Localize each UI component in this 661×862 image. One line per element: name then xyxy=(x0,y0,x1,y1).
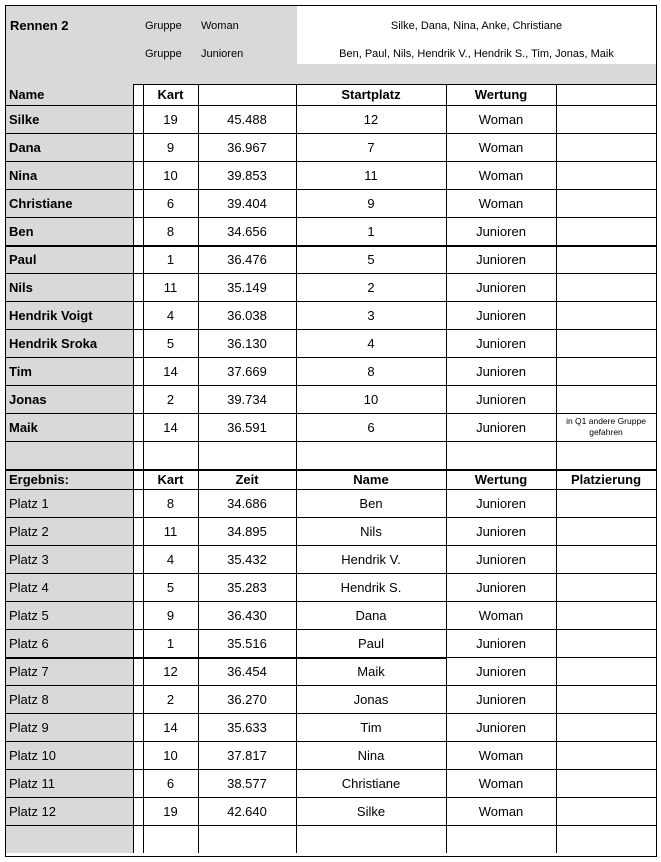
start-position: 7 xyxy=(367,139,375,155)
group-rating: Junioren xyxy=(476,719,526,735)
driver-row xyxy=(6,273,656,301)
placement-cell xyxy=(556,601,656,629)
lap-time: 36.430 xyxy=(227,607,267,623)
kart-number: 6 xyxy=(166,195,175,211)
placement-cell xyxy=(556,685,656,713)
driver-name: Paul xyxy=(6,245,133,273)
result-row xyxy=(6,573,656,601)
spacer-cell xyxy=(133,105,143,133)
empty-cell xyxy=(6,441,133,469)
spacer-cell xyxy=(133,545,143,573)
note-cell xyxy=(556,329,656,357)
kart-number: 8 xyxy=(166,223,175,239)
row-divider xyxy=(6,769,656,770)
placement-cell xyxy=(556,797,656,825)
result-row xyxy=(6,489,656,517)
header-cell-kart: Kart xyxy=(157,87,184,102)
race-sheet xyxy=(5,5,657,857)
lap-time: 34.895 xyxy=(227,523,267,539)
results-header-kart: Kart xyxy=(157,471,184,487)
placement-cell xyxy=(556,545,656,573)
spacer-cell xyxy=(133,329,143,357)
driver-name: Hendrik V. xyxy=(341,551,401,567)
row-divider xyxy=(6,573,656,574)
race-header xyxy=(6,6,656,85)
start-position: 1 xyxy=(367,223,375,239)
empty-cell xyxy=(556,441,656,469)
lap-time: 36.476 xyxy=(227,251,267,267)
row-divider xyxy=(6,245,656,247)
spacer-cell xyxy=(133,161,143,189)
row-divider xyxy=(6,489,656,490)
driver-name: Ben xyxy=(359,495,383,511)
spacer-cell xyxy=(133,573,143,601)
group-rating: Junioren xyxy=(476,691,526,707)
row-divider xyxy=(6,413,656,414)
group-rating: Junioren xyxy=(476,635,526,651)
row-divider xyxy=(6,601,656,602)
spacer-cell xyxy=(133,741,143,769)
place-label: Platz 9 xyxy=(6,713,133,741)
driver-name: Maik xyxy=(357,663,385,679)
note-cell xyxy=(556,133,656,161)
kart-number: 4 xyxy=(166,551,175,567)
driver-name: Paul xyxy=(357,635,385,651)
kart-number: 10 xyxy=(163,747,178,763)
empty-cell xyxy=(198,825,296,853)
results-header-wert: Wertung xyxy=(474,471,528,487)
group-members-woman: Silke, Dana, Nina, Anke, Christiane xyxy=(390,20,563,32)
lap-time: 39.734 xyxy=(227,391,267,407)
placement-cell xyxy=(556,769,656,797)
placement-cell xyxy=(556,657,656,685)
result-row xyxy=(6,797,656,825)
spacer-cell xyxy=(133,217,143,245)
start-position: 2 xyxy=(367,279,375,295)
lap-time: 45.488 xyxy=(227,111,267,127)
kart-number: 6 xyxy=(166,775,175,791)
header-cell-wert: Wertung xyxy=(474,87,528,102)
row-divider xyxy=(6,797,656,798)
empty-cell xyxy=(133,825,143,853)
row-divider xyxy=(6,105,656,106)
driver-name: Maik xyxy=(6,413,133,441)
spacer-cell xyxy=(133,301,143,329)
row-divider xyxy=(6,825,656,826)
group-rating: Junioren xyxy=(476,523,526,539)
column-divider xyxy=(143,84,144,853)
results-header-last: Platzierung xyxy=(570,471,642,487)
driver-name: Christiane xyxy=(341,775,401,791)
lap-time: 37.817 xyxy=(227,747,267,763)
kart-number: 1 xyxy=(166,251,175,267)
spacer-cell xyxy=(133,133,143,161)
place-label: Platz 1 xyxy=(6,489,133,517)
column-divider xyxy=(296,84,297,853)
header-shaded-strip xyxy=(297,64,656,84)
start-position: 9 xyxy=(367,195,375,211)
driver-row xyxy=(6,189,656,217)
driver-name: Tim xyxy=(360,719,382,735)
header-cell-gap xyxy=(133,84,143,105)
group-rating: Woman xyxy=(478,195,524,211)
driver-name: Tim xyxy=(6,357,133,385)
kart-number: 9 xyxy=(166,607,175,623)
kart-number: 19 xyxy=(163,111,178,127)
place-label: Platz 7 xyxy=(6,657,133,685)
start-position: 3 xyxy=(367,307,375,323)
lap-time: 35.432 xyxy=(227,551,267,567)
result-row xyxy=(6,769,656,797)
driver-name: Silke xyxy=(6,105,133,133)
empty-cell xyxy=(296,441,446,469)
group-rating: Woman xyxy=(478,607,524,623)
empty-cell xyxy=(446,825,556,853)
column-divider xyxy=(133,84,134,853)
row-divider xyxy=(6,517,656,518)
result-row xyxy=(6,629,656,657)
driver-name: Hendrik Sroka xyxy=(6,329,133,357)
lap-time: 35.516 xyxy=(227,635,267,651)
lap-time: 36.038 xyxy=(227,307,267,323)
results-header-zeit: Zeit xyxy=(235,471,259,487)
lap-time: 35.149 xyxy=(227,279,267,295)
result-row xyxy=(6,657,656,685)
group-rating: Junioren xyxy=(476,223,526,239)
note-cell xyxy=(556,105,656,133)
row-divider xyxy=(6,385,656,386)
driver-name: Dana xyxy=(355,607,387,623)
driver-name: Ben xyxy=(6,217,133,245)
group-rating: Woman xyxy=(478,747,524,763)
empty-cell xyxy=(133,441,143,469)
empty-cell xyxy=(198,441,296,469)
driver-name: Silke xyxy=(356,803,386,819)
place-label: Platz 3 xyxy=(6,545,133,573)
group-label-junioren: Gruppe xyxy=(145,48,182,60)
result-row xyxy=(6,545,656,573)
spacer-cell xyxy=(133,797,143,825)
driver-row xyxy=(6,413,656,441)
group-label-woman: Gruppe xyxy=(145,20,182,32)
group-name-woman: Woman xyxy=(201,20,239,32)
place-label: Platz 10 xyxy=(6,741,133,769)
kart-number: 5 xyxy=(166,335,175,351)
row-divider xyxy=(6,657,446,659)
driver-name: Hendrik S. xyxy=(340,579,402,595)
group-rating: Woman xyxy=(478,111,524,127)
row-divider xyxy=(446,657,656,658)
group-rating: Junioren xyxy=(476,551,526,567)
result-row xyxy=(6,713,656,741)
kart-number: 14 xyxy=(163,363,178,379)
group-rating: Junioren xyxy=(476,579,526,595)
driver-row xyxy=(6,161,656,189)
start-position: 4 xyxy=(367,335,375,351)
column-divider xyxy=(446,84,447,853)
start-position: 12 xyxy=(363,111,379,127)
result-row xyxy=(6,685,656,713)
driver-name: Nina xyxy=(357,747,385,763)
driver-row xyxy=(6,105,656,133)
results-empty-row xyxy=(6,825,656,853)
lap-time: 35.283 xyxy=(227,579,267,595)
driver-name: Nina xyxy=(6,161,133,189)
row-divider xyxy=(6,357,656,358)
lap-time: 37.669 xyxy=(227,363,267,379)
column-divider xyxy=(556,84,557,853)
place-label: Platz 12 xyxy=(6,797,133,825)
placement-cell xyxy=(556,741,656,769)
driver-row xyxy=(6,385,656,413)
driver-name: Hendrik Voigt xyxy=(6,301,133,329)
lap-time: 39.853 xyxy=(227,167,267,183)
header-cell-zeit xyxy=(198,84,296,105)
spacer-cell xyxy=(133,357,143,385)
spacer-cell xyxy=(133,245,143,273)
kart-number: 11 xyxy=(163,279,178,295)
group-rating: Junioren xyxy=(476,495,526,511)
spacer-cell xyxy=(133,413,143,441)
drivers-header-row xyxy=(6,84,656,105)
kart-number: 19 xyxy=(163,803,178,819)
kart-number: 14 xyxy=(163,419,178,435)
place-label: Platz 6 xyxy=(6,629,133,657)
row-divider xyxy=(6,713,656,714)
lap-time: 36.130 xyxy=(227,335,267,351)
row-divider xyxy=(6,301,656,302)
lap-time: 34.656 xyxy=(227,223,267,239)
group-rating: Woman xyxy=(478,775,524,791)
result-row xyxy=(6,517,656,545)
spacer-cell xyxy=(133,385,143,413)
row-divider xyxy=(6,329,656,330)
group-members-junioren: Ben, Paul, Nils, Hendrik V., Hendrik S., Tim, Jonas, Maik xyxy=(339,48,614,60)
empty-cell xyxy=(6,825,133,853)
empty-cell xyxy=(296,825,446,853)
driver-row xyxy=(6,217,656,245)
row-divider xyxy=(6,469,656,471)
lap-time: 36.454 xyxy=(227,663,267,679)
row-divider xyxy=(6,189,656,190)
place-label: Platz 8 xyxy=(6,685,133,713)
note-cell xyxy=(556,301,656,329)
note-cell xyxy=(556,217,656,245)
driver-name: Christiane xyxy=(6,189,133,217)
lap-time: 35.633 xyxy=(227,719,267,735)
spacer-cell xyxy=(133,489,143,517)
kart-number: 11 xyxy=(163,523,178,539)
empty-cell xyxy=(556,825,656,853)
row-divider xyxy=(6,133,656,134)
group-name-junioren: Junioren xyxy=(201,48,244,60)
note-cell xyxy=(556,161,656,189)
driver-name: Dana xyxy=(6,133,133,161)
row-divider xyxy=(6,685,656,686)
spacer-cell xyxy=(133,189,143,217)
race-title: Rennen 2 xyxy=(10,18,69,33)
group-rating: Junioren xyxy=(476,391,526,407)
place-label: Platz 5 xyxy=(6,601,133,629)
drivers-empty-row xyxy=(6,441,656,469)
group-rating: Junioren xyxy=(476,419,526,435)
empty-cell xyxy=(446,441,556,469)
driver-name: Nils xyxy=(360,523,382,539)
lap-time: 38.577 xyxy=(227,775,267,791)
kart-number: 12 xyxy=(163,663,178,679)
spacer-cell xyxy=(133,517,143,545)
start-position: 11 xyxy=(364,167,378,183)
lap-time: 42.640 xyxy=(227,803,267,819)
lap-time: 36.591 xyxy=(227,419,267,435)
results-header-name: Ergebnis: xyxy=(6,469,133,489)
empty-cell xyxy=(143,825,198,853)
lap-time: 36.967 xyxy=(227,139,267,155)
spacer-cell xyxy=(133,685,143,713)
driver-name: Nils xyxy=(6,273,133,301)
driver-row xyxy=(6,133,656,161)
empty-cell xyxy=(143,441,198,469)
driver-row xyxy=(6,245,656,273)
kart-number: 5 xyxy=(166,579,175,595)
placement-cell xyxy=(556,629,656,657)
kart-number: 1 xyxy=(166,635,175,651)
place-label: Platz 2 xyxy=(6,517,133,545)
group-rating: Junioren xyxy=(476,251,526,267)
group-rating: Woman xyxy=(478,803,524,819)
header-cell-name: Name xyxy=(6,84,133,105)
group-rating: Junioren xyxy=(476,363,526,379)
results-header-mid: Name xyxy=(353,471,389,487)
kart-number: 9 xyxy=(166,139,175,155)
row-divider xyxy=(6,545,656,546)
placement-cell xyxy=(556,573,656,601)
place-label: Platz 4 xyxy=(6,573,133,601)
kart-number: 8 xyxy=(166,495,175,511)
spacer-cell xyxy=(133,769,143,797)
note-cell xyxy=(556,385,656,413)
group-rating: Woman xyxy=(478,139,524,155)
row-divider xyxy=(6,161,656,162)
driver-row xyxy=(6,329,656,357)
placement-cell xyxy=(556,489,656,517)
kart-number: 14 xyxy=(163,719,178,735)
spacer-cell xyxy=(133,713,143,741)
driver-name: Jonas xyxy=(353,691,389,707)
note-cell: in Q1 andere Gruppe gefahren xyxy=(566,416,646,437)
results-header-gap xyxy=(133,469,143,489)
note-cell xyxy=(556,189,656,217)
driver-row xyxy=(6,357,656,385)
result-row xyxy=(6,601,656,629)
placement-cell xyxy=(556,517,656,545)
spacer-cell xyxy=(133,657,143,685)
group-rating: Junioren xyxy=(476,663,526,679)
group-rating: Junioren xyxy=(476,335,526,351)
driver-name: Jonas xyxy=(6,385,133,413)
row-divider xyxy=(6,441,656,442)
header-cell-mid: Startplatz xyxy=(341,87,401,102)
row-divider xyxy=(6,741,656,742)
column-divider xyxy=(198,84,199,853)
group-rating: Junioren xyxy=(476,279,526,295)
group-rating: Woman xyxy=(478,167,524,183)
header-cell-last xyxy=(556,84,656,105)
note-cell xyxy=(556,357,656,385)
row-divider xyxy=(6,273,656,274)
lap-time: 39.404 xyxy=(227,195,267,211)
start-position: 5 xyxy=(367,251,375,267)
note-cell xyxy=(556,245,656,273)
kart-number: 10 xyxy=(163,167,178,183)
place-label: Platz 11 xyxy=(6,769,133,797)
kart-number: 2 xyxy=(166,691,175,707)
kart-number: 2 xyxy=(166,391,175,407)
start-position: 8 xyxy=(367,363,375,379)
placement-cell xyxy=(556,713,656,741)
spacer-cell xyxy=(133,629,143,657)
start-position: 10 xyxy=(363,391,379,407)
spacer-cell xyxy=(133,273,143,301)
result-row xyxy=(6,741,656,769)
row-divider xyxy=(6,217,656,218)
start-position: 6 xyxy=(367,419,375,435)
note-cell xyxy=(556,273,656,301)
row-divider xyxy=(6,629,656,630)
spacer-cell xyxy=(133,601,143,629)
lap-time: 34.686 xyxy=(227,495,267,511)
lap-time: 36.270 xyxy=(227,691,267,707)
driver-row xyxy=(6,301,656,329)
results-header-row xyxy=(6,469,656,489)
group-rating: Junioren xyxy=(476,307,526,323)
kart-number: 4 xyxy=(166,307,175,323)
